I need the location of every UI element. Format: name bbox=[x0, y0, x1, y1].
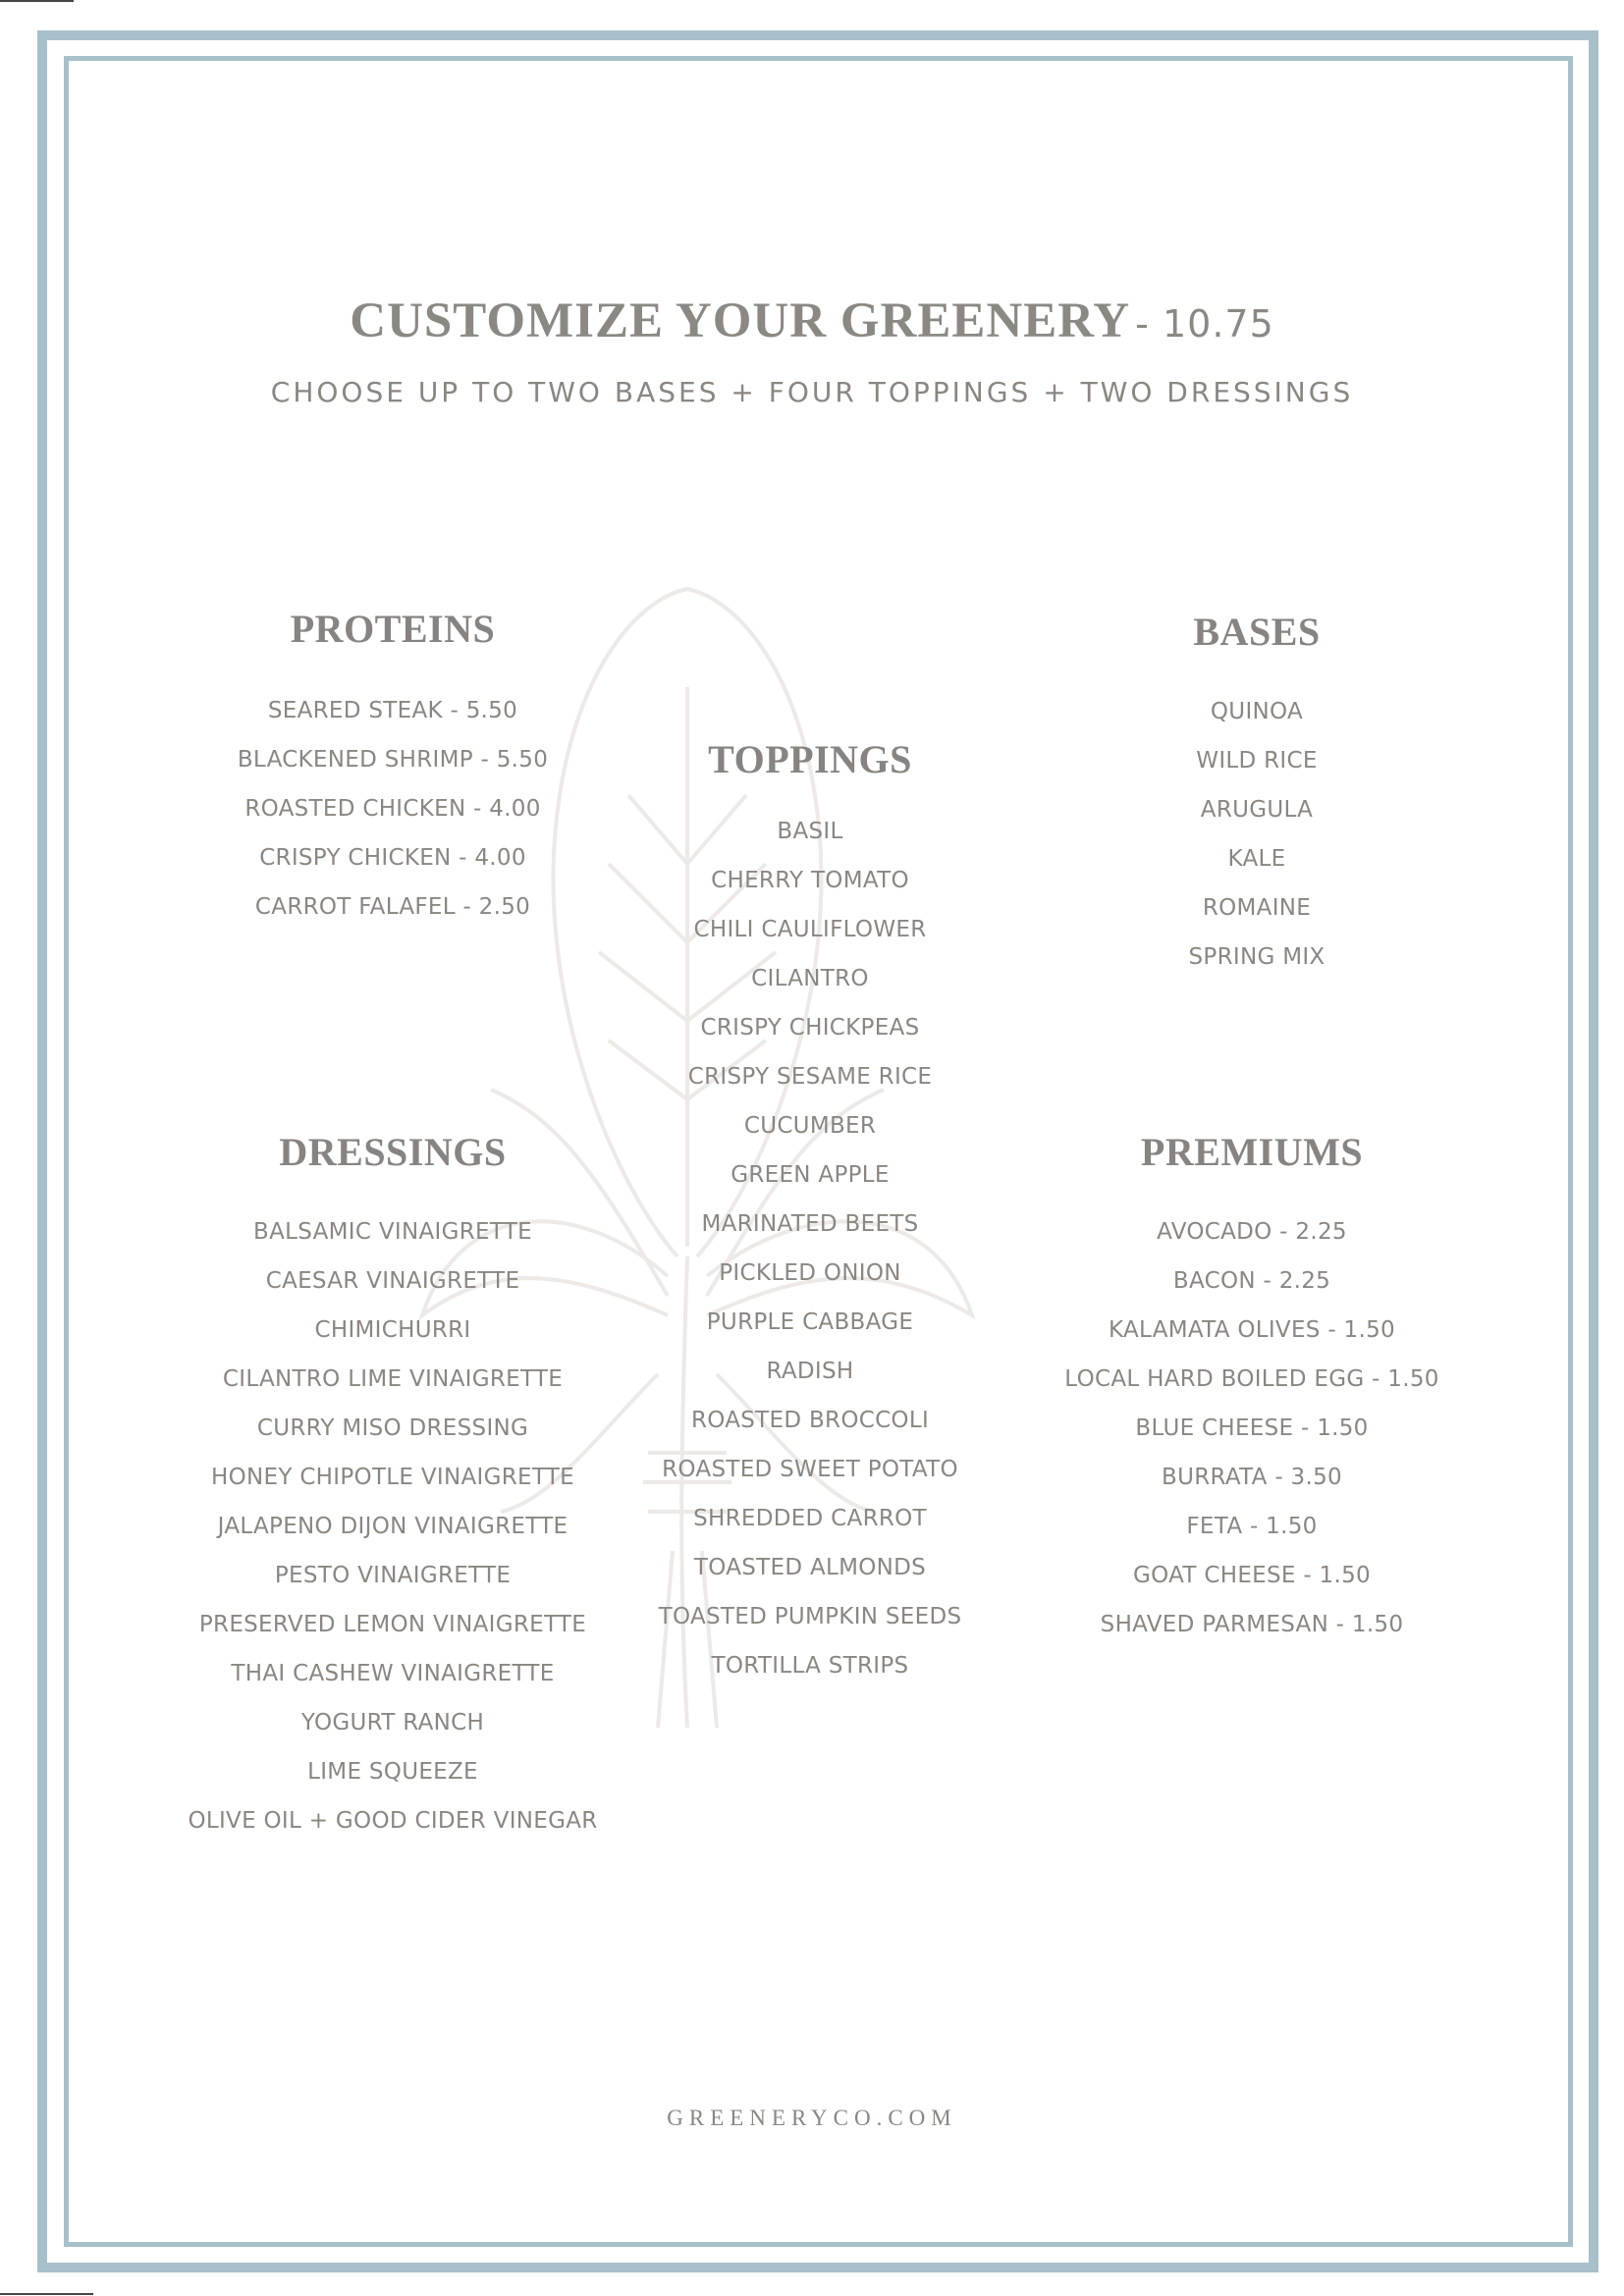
list-item: PURPLE CABBAGE bbox=[706, 1309, 914, 1335]
list-item: CRISPY CHICKPEAS bbox=[700, 1015, 920, 1041]
list-item: PRESERVED LEMON VINAIGRETTE bbox=[198, 1612, 587, 1637]
list-item: QUINOA bbox=[1210, 699, 1304, 724]
list-item: CHERRY TOMATO bbox=[711, 868, 909, 893]
list-item: CARROT FALAFEL - 2.50 bbox=[254, 894, 531, 920]
list-item: JALAPENO DIJON VINAIGRETTE bbox=[217, 1514, 568, 1539]
website-footer: GREENERYCO.COM bbox=[667, 2106, 957, 2130]
premiums-heading: PREMIUMS bbox=[1140, 1130, 1364, 1174]
list-item: BLUE CHEESE - 1.50 bbox=[1135, 1415, 1369, 1441]
list-item: KALAMATA OLIVES - 1.50 bbox=[1109, 1317, 1395, 1343]
list-item: SHREDDED CARROT bbox=[693, 1506, 927, 1531]
list-item: CILANTRO LIME VINAIGRETTE bbox=[222, 1366, 564, 1392]
list-item: KALE bbox=[1227, 846, 1286, 872]
corner-mark-bottom bbox=[0, 2293, 93, 2295]
list-item: TOASTED PUMPKIN SEEDS bbox=[658, 1604, 962, 1629]
list-item: MARINATED BEETS bbox=[701, 1211, 919, 1237]
proteins-section bbox=[191, 606, 594, 932]
bases-section bbox=[1070, 609, 1443, 982]
list-item: TORTILLA STRIPS bbox=[711, 1653, 909, 1679]
list-item: HONEY CHIPOTLE VINAIGRETTE bbox=[211, 1465, 574, 1490]
dressings-section bbox=[167, 1129, 619, 1845]
list-item: PICKLED ONION bbox=[719, 1260, 901, 1286]
list-item: TOASTED ALMONDS bbox=[693, 1555, 927, 1580]
list-item: CURRY MISO DRESSING bbox=[256, 1415, 529, 1441]
list-item: CHILI CAULIFLOWER bbox=[693, 917, 927, 942]
dressings-list bbox=[167, 1207, 619, 1845]
list-item: GOAT CHEESE - 1.50 bbox=[1133, 1563, 1371, 1588]
list-item: FETA - 1.50 bbox=[1186, 1514, 1318, 1539]
list-item: SEARED STEAK - 5.50 bbox=[267, 698, 518, 723]
list-item: WILD RICE bbox=[1196, 748, 1318, 774]
list-item: LOCAL HARD BOILED EGG - 1.50 bbox=[1064, 1366, 1439, 1392]
list-item: ARUGULA bbox=[1200, 797, 1314, 823]
list-item: AVOCADO - 2.25 bbox=[1157, 1219, 1347, 1245]
dressings-heading: DRESSINGS bbox=[279, 1130, 507, 1174]
list-item: OLIVE OIL + GOOD CIDER VINEGAR bbox=[188, 1808, 598, 1834]
list-item: GREEN APPLE bbox=[731, 1162, 890, 1188]
bases-heading: BASES bbox=[1193, 610, 1321, 654]
list-item: THAI CASHEW VINAIGRETTE bbox=[231, 1661, 555, 1686]
list-item: BALSAMIC VINAIGRETTE bbox=[253, 1219, 532, 1245]
premiums-list bbox=[1036, 1207, 1468, 1649]
list-item: BASIL bbox=[777, 819, 843, 844]
list-item: BACON - 2.25 bbox=[1172, 1268, 1331, 1294]
menu-title: CUSTOMIZE YOUR GREENERY bbox=[350, 294, 1131, 348]
proteins-list bbox=[191, 686, 594, 932]
list-item: CHIMICHURRI bbox=[314, 1317, 471, 1343]
list-item: SHAVED PARMESAN - 1.50 bbox=[1100, 1612, 1404, 1637]
list-item: CRISPY CHICKEN - 4.00 bbox=[259, 845, 526, 871]
list-item: ROASTED BROCCOLI bbox=[690, 1408, 930, 1433]
list-item: ROMAINE bbox=[1202, 895, 1312, 921]
list-item: BURRATA - 3.50 bbox=[1162, 1465, 1342, 1490]
corner-mark-top bbox=[0, 0, 74, 2]
base-price: - 10.75 bbox=[1135, 302, 1274, 346]
list-item: RADISH bbox=[766, 1359, 854, 1384]
toppings-section bbox=[614, 736, 1006, 1690]
list-item: BLACKENED SHRIMP - 5.50 bbox=[237, 747, 549, 773]
list-item: PESTO VINAIGRETTE bbox=[274, 1563, 512, 1588]
premiums-section bbox=[1036, 1129, 1468, 1649]
proteins-heading: PROTEINS bbox=[290, 607, 496, 651]
list-item: SPRING MIX bbox=[1188, 944, 1326, 970]
list-item: LIME SQUEEZE bbox=[307, 1759, 478, 1785]
bases-list bbox=[1070, 687, 1443, 982]
list-item: YOGURT RANCH bbox=[300, 1710, 485, 1735]
toppings-list bbox=[614, 807, 1006, 1690]
list-item: CUCUMBER bbox=[743, 1113, 877, 1139]
menu-subtitle: CHOOSE UP TO TWO BASES + FOUR TOPPINGS + TWO DRESSINGS bbox=[270, 376, 1354, 408]
list-item: CAESAR VINAIGRETTE bbox=[265, 1268, 520, 1294]
toppings-heading: TOPPINGS bbox=[708, 737, 912, 781]
list-item: CILANTRO bbox=[751, 966, 869, 991]
list-item: ROASTED SWEET POTATO bbox=[662, 1457, 958, 1482]
menu-title-row bbox=[0, 293, 1624, 349]
list-item: ROASTED CHICKEN - 4.00 bbox=[244, 796, 541, 822]
list-item: CRISPY SESAME RICE bbox=[687, 1064, 933, 1090]
